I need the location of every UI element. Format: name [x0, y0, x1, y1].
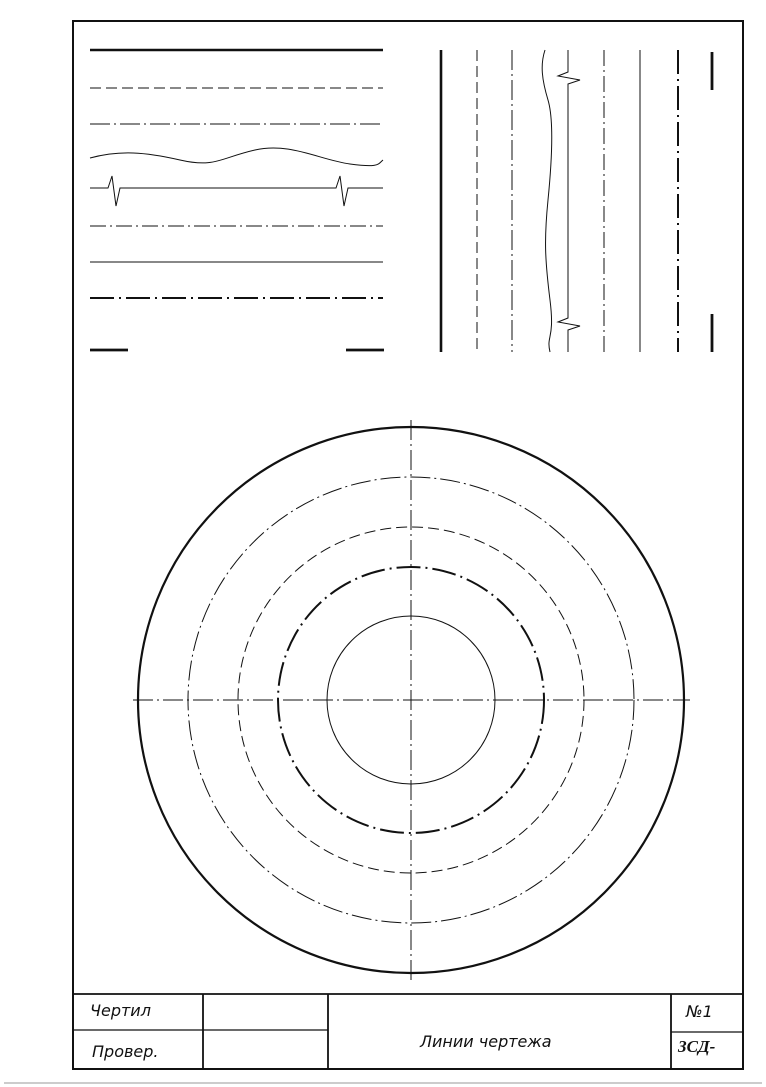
concentric-circles: [133, 420, 690, 980]
vertical-line-samples: [441, 50, 712, 352]
group-code: ЗСД-: [678, 1037, 716, 1056]
title-block: [73, 994, 743, 1069]
drawing-title: Линии чертежа: [420, 1032, 552, 1051]
sheet-number: №1: [686, 1002, 713, 1021]
vsample-wavy-line: [542, 50, 552, 352]
drawn-by-label: Чертил: [90, 1001, 151, 1020]
drawing-frame: [73, 21, 743, 1069]
sample-wavy-line: [90, 148, 383, 166]
checked-by-label: Провер.: [92, 1042, 159, 1061]
vsample-zigzag-break-line: [558, 50, 580, 352]
sample-zigzag-break-line: [90, 176, 383, 206]
horizontal-line-samples: [90, 50, 384, 350]
